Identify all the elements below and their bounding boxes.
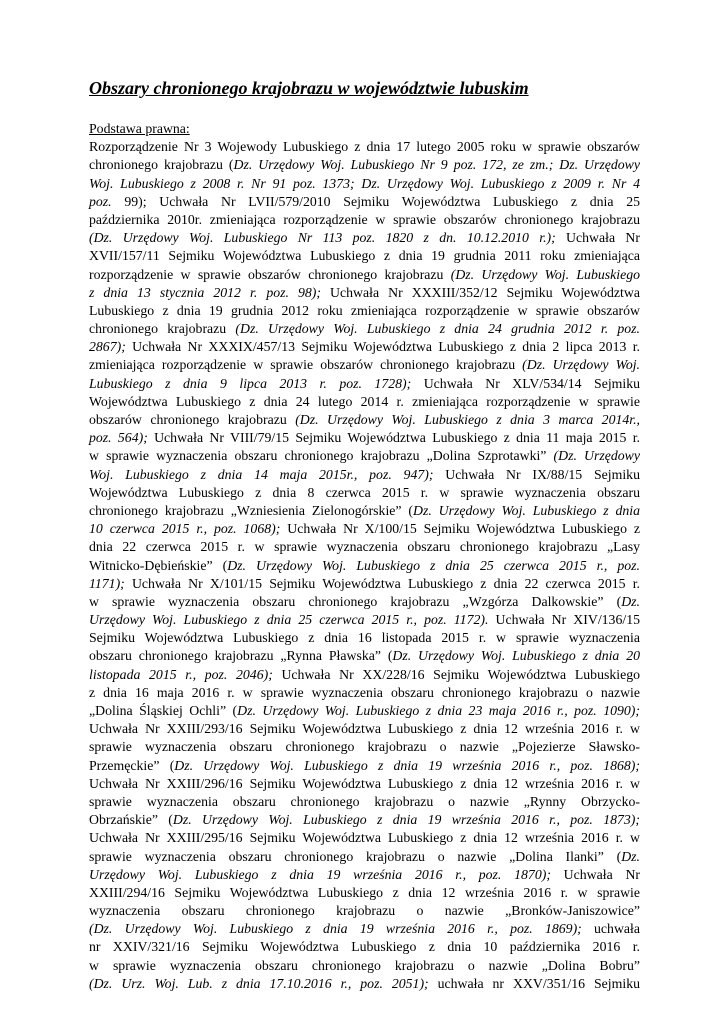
body-text: w sprawie wyznaczenia obszaru chronionego krajobrazu o nazwie „Dolina Bobru” bbox=[89, 957, 640, 973]
body-text: października 2010r. zmieniająca rozporządzenie w sprawie obszarów chronionego krajobrazu bbox=[89, 211, 640, 227]
citation-text: Dz. bbox=[621, 593, 640, 609]
text-line bbox=[89, 884, 640, 902]
text-line bbox=[89, 484, 640, 502]
text-line bbox=[89, 375, 640, 393]
citation-text: (Dz. Urzędowy Woj. Lubuskiego bbox=[450, 266, 640, 282]
body-text: wyznaczenia obszaru chronionego krajobrazu o nazwie „Bronków-Janiszowice” bbox=[89, 903, 640, 919]
citation-text: Dz. Urzędowy Woj. Lubuskiego z dnia 19 września 2016 r., poz. 1868); bbox=[174, 757, 640, 773]
text-line bbox=[89, 502, 640, 520]
citation-text: 1171); bbox=[89, 575, 125, 591]
text-line bbox=[89, 684, 640, 702]
citation-text: Dz. Urzędowy Woj. Lubuskiego z dnia 25 czerwca 2015 r., poz. bbox=[227, 557, 640, 573]
body-text: Przemęckie” ( bbox=[89, 757, 175, 773]
body-text: XXIII/294/16 Sejmiku Województwa Lubuskiego z dnia 12 września 2016 r. w sprawie bbox=[89, 884, 640, 900]
citation-text: (Dz. Urz. Woj. Lub. z dnia 17.10.2016 r., poz. 2051); bbox=[89, 975, 429, 991]
text-line bbox=[89, 702, 640, 720]
citation-text: (Dz. Urzędowy bbox=[553, 448, 640, 464]
text-line bbox=[89, 611, 640, 629]
text-line bbox=[89, 266, 640, 284]
body-text: obszarów chronionego krajobrazu bbox=[89, 412, 296, 427]
body-text: Uchwała Nr VIII/79/15 Sejmiku Województwa Lubuskiego z dnia 11 maja 2015 r. bbox=[147, 430, 640, 446]
citation-text: Dz. Urzędowy Woj. Lubuskiego z dnia 20 bbox=[392, 648, 640, 664]
text-line bbox=[89, 720, 640, 738]
body-text: Uchwała Nr IX/88/15 Sejmiku bbox=[433, 466, 640, 482]
text-line bbox=[89, 793, 640, 811]
text-line bbox=[89, 666, 640, 684]
text-line bbox=[89, 520, 640, 538]
body-text: Obrzańskie” ( bbox=[89, 812, 173, 828]
citation-text: (Dz. Urzędowy Woj. Lubuskiego z dnia 19 września 2016 r., poz. 1869); bbox=[89, 921, 582, 937]
text-line bbox=[89, 829, 640, 847]
text-line bbox=[89, 393, 640, 411]
body-text: dnia 22 czerwca 2015 r. w sprawie wyznaczenia obszaru chronionego krajobrazu „Lasy bbox=[89, 539, 640, 555]
text-line bbox=[89, 466, 640, 484]
body-text: Sejmiku Województwa Lubuskiego z dnia 16 listopada 2015 r. w sprawie wyznaczenia bbox=[89, 630, 640, 646]
body-text: Uchwała Nr X/101/15 Sejmiku Województwa Lubuskiego z dnia 22 czerwca 2015 r. bbox=[124, 575, 640, 591]
text-line bbox=[89, 247, 640, 265]
citation-text: Dz. Urzędowy Woj. Lubuskiego z dnia bbox=[412, 502, 640, 518]
body-text: Lubuskiego z dnia 19 grudnia 2012 roku zmieniająca rozporządzenie w sprawie obszarów bbox=[89, 302, 640, 318]
text-line bbox=[89, 229, 640, 247]
citation-text: Dz. Urzędowy Woj. Lubuskiego Nr 9 poz. 172, ze zm.; Dz. Urzędowy bbox=[233, 157, 640, 173]
body-text: Województwa Lubuskiego z dnia 8 czerwca 2015 r. w sprawie wyznaczenia obszaru bbox=[89, 484, 640, 500]
citation-text: (Dz. Urzędowy Woj. bbox=[522, 357, 641, 373]
body-text: sprawie wyznaczenia obszaru chronionego krajobrazu o nazwie „Rynny Obrzycko- bbox=[89, 793, 640, 809]
body-text: Uchwała Nr XXXIII/352/12 Sejmiku Województwa bbox=[320, 284, 640, 300]
body-text: Uchwała Nr XXIII/293/16 Sejmiku Województwa Lubuskiego z dnia 12 września 2016 r. w bbox=[89, 721, 640, 737]
body-text: uchwała bbox=[581, 921, 640, 937]
citation-text: Urzędowy Woj. Lubuskiego z dnia 25 czerwca 2015 r., poz. 1172). bbox=[89, 612, 489, 628]
text-line bbox=[89, 866, 640, 884]
text-line bbox=[89, 575, 640, 593]
text-line bbox=[89, 156, 640, 174]
text-line bbox=[89, 320, 640, 338]
body-text: Uchwała Nr XX/228/16 Sejmiku Województwa Lubuskiego bbox=[272, 666, 640, 682]
citation-text: poz. bbox=[89, 193, 112, 209]
text-line bbox=[89, 629, 640, 647]
citation-text: z dnia 13 stycznia 2012 r. poz. 98); bbox=[89, 284, 321, 300]
text-line bbox=[89, 957, 640, 975]
citation-text: Dz. bbox=[621, 848, 640, 864]
body-text: XVII/157/11 Sejmiku Województwa Lubuskiego z dnia 19 grudnia 2011 roku zmieniająca bbox=[89, 248, 640, 264]
text-line bbox=[89, 647, 640, 665]
body-text: Uchwała Nr XIV/136/15 bbox=[488, 612, 640, 628]
body-text: nr XXIV/321/16 Sejmiku Województwa Lubuskiego z dnia 10 października 2016 r. bbox=[89, 939, 640, 955]
text-line bbox=[89, 302, 640, 320]
legal-basis-heading-text: Podstawa prawna: bbox=[89, 121, 190, 136]
body-text: Uchwała Nr bbox=[555, 230, 640, 246]
body-text: „Dolina Śląskiej Ochli” ( bbox=[89, 703, 238, 718]
body-text: obszaru chronionego krajobrazu „Rynna Pławska” ( bbox=[89, 648, 393, 664]
citation-text: Urzędowy Woj. Lubuskiego z dnia 19 września 2016 r., poz. 1870); bbox=[89, 866, 551, 882]
body-text: Uchwała Nr XLV/534/14 Sejmiku bbox=[411, 375, 641, 391]
text-line bbox=[89, 538, 640, 556]
body-text: zmieniająca rozporządzenie w sprawie obszarów chronionego krajobrazu bbox=[89, 357, 523, 373]
text-line bbox=[89, 175, 640, 193]
citation-text: listopada 2015 r., poz. 2046); bbox=[89, 666, 273, 682]
citation-text: poz. 564); bbox=[89, 430, 148, 446]
text-line bbox=[89, 902, 640, 920]
citation-text: 2867); bbox=[89, 339, 126, 355]
body-text: chronionego krajobrazu „Wzniesienia Zielonogórskie” ( bbox=[89, 502, 413, 518]
text-line bbox=[89, 211, 640, 229]
text-line bbox=[89, 356, 640, 374]
citation-text: Woj. Lubuskiego z dnia 14 maja 2015r., poz. 947); bbox=[89, 466, 434, 482]
citation-text: (Dz. Urzędowy Woj. Lubuskiego z dnia 3 marca 2014r., bbox=[295, 412, 641, 427]
text-line bbox=[89, 811, 640, 829]
body-text: uchwała nr XXV/351/16 Sejmiku bbox=[428, 975, 640, 991]
document-title: Obszary chronionego krajobrazu w województwie lubuskim bbox=[89, 78, 529, 98]
body-text: Uchwała Nr XXIII/295/16 Sejmiku Województwa Lubuskiego z dnia 12 września 2016 r. w bbox=[89, 830, 640, 846]
text-line bbox=[89, 429, 640, 447]
body-text: z dnia 16 maja 2016 r. w sprawie wyznaczenia obszaru chronionego krajobrazu o nazwie bbox=[89, 684, 640, 700]
text-line bbox=[89, 593, 640, 611]
text-line bbox=[89, 193, 640, 211]
body-text: 99); Uchwała Nr LVII/579/2010 Sejmiku Województwa Lubuskiego z dnia 25 bbox=[111, 193, 640, 209]
legal-basis-paragraph bbox=[89, 120, 640, 993]
text-line bbox=[89, 848, 640, 866]
body-text: chronionego krajobrazu bbox=[89, 321, 236, 337]
citation-text: 10 czerwca 2015 r., poz. 1068); bbox=[89, 521, 281, 537]
text-line bbox=[89, 138, 640, 156]
legal-basis-heading bbox=[89, 120, 640, 138]
body-text: Uchwała Nr X/100/15 Sejmiku Województwa Lubuskiego z bbox=[280, 521, 641, 537]
body-text: Uchwała Nr XXXIX/457/13 Sejmiku Województwa Lubuskiego z dnia 2 lipca 2013 r. bbox=[125, 339, 640, 355]
citation-text: Dz. Urzędowy Woj. Lubuskiego z dnia 23 maja 2016 r., poz. 1090); bbox=[237, 703, 640, 718]
body-text: rozporządzenie w sprawie obszarów chronionego krajobrazu bbox=[89, 266, 451, 282]
text-line bbox=[89, 920, 640, 938]
text-line bbox=[89, 557, 640, 575]
text-line bbox=[89, 975, 640, 993]
text-line bbox=[89, 775, 640, 793]
body-text: chronionego krajobrazu ( bbox=[89, 157, 234, 173]
text-line bbox=[89, 757, 640, 775]
text-line bbox=[89, 447, 640, 465]
body-text: sprawie wyznaczenia obszaru chronionego krajobrazu o nazwie „Dolina Ilanki” ( bbox=[89, 848, 622, 864]
citation-text: (Dz. Urzędowy Woj. Lubuskiego Nr 113 poz. 1820 z dn. 10.12.2010 r.); bbox=[89, 230, 556, 246]
body-text: w sprawie wyznaczenia obszaru chronionego krajobrazu „Dolina Szprotawki” bbox=[89, 448, 554, 464]
body-text: w sprawie wyznaczenia obszaru chronionego krajobrazu „Wzgórza Dalkowskie” ( bbox=[89, 593, 622, 609]
body-text: Uchwała Nr bbox=[550, 866, 640, 882]
text-line bbox=[89, 338, 640, 356]
body-text: Witnicko-Dębieńskie” ( bbox=[89, 557, 228, 573]
citation-text: (Dz. Urzędowy Woj. Lubuskiego z dnia 24 grudnia 2012 r. poz. bbox=[235, 321, 640, 337]
body-text: Rozporządzenie Nr 3 Wojewody Lubuskiego z dnia 17 lutego 2005 roku w sprawie obszarów bbox=[89, 139, 640, 155]
body-text: Województwa Lubuskiego z dnia 24 lutego 2014 r. zmieniająca rozporządzenie w sprawie bbox=[89, 393, 640, 409]
text-line bbox=[89, 284, 640, 302]
citation-text: Lubuskiego z dnia 9 lipca 2013 r. poz. 1728); bbox=[89, 375, 412, 391]
body-text: sprawie wyznaczenia obszaru chronionego krajobrazu o nazwie „Pojezierze Sławsko- bbox=[89, 739, 640, 755]
body-text: Uchwała Nr XXIII/296/16 Sejmiku Województwa Lubuskiego z dnia 12 września 2016 r. w bbox=[89, 775, 640, 791]
text-line bbox=[89, 738, 640, 756]
text-line bbox=[89, 411, 640, 429]
text-line bbox=[89, 938, 640, 956]
citation-text: Dz. Urzędowy Woj. Lubuskiego z dnia 19 września 2016 r., poz. 1873); bbox=[172, 812, 641, 828]
citation-text: Woj. Lubuskiego z 2008 r. Nr 91 poz. 1373; Dz. Urzędowy Woj. Lubuskiego z 2009 r. Nr 4 bbox=[89, 175, 640, 191]
